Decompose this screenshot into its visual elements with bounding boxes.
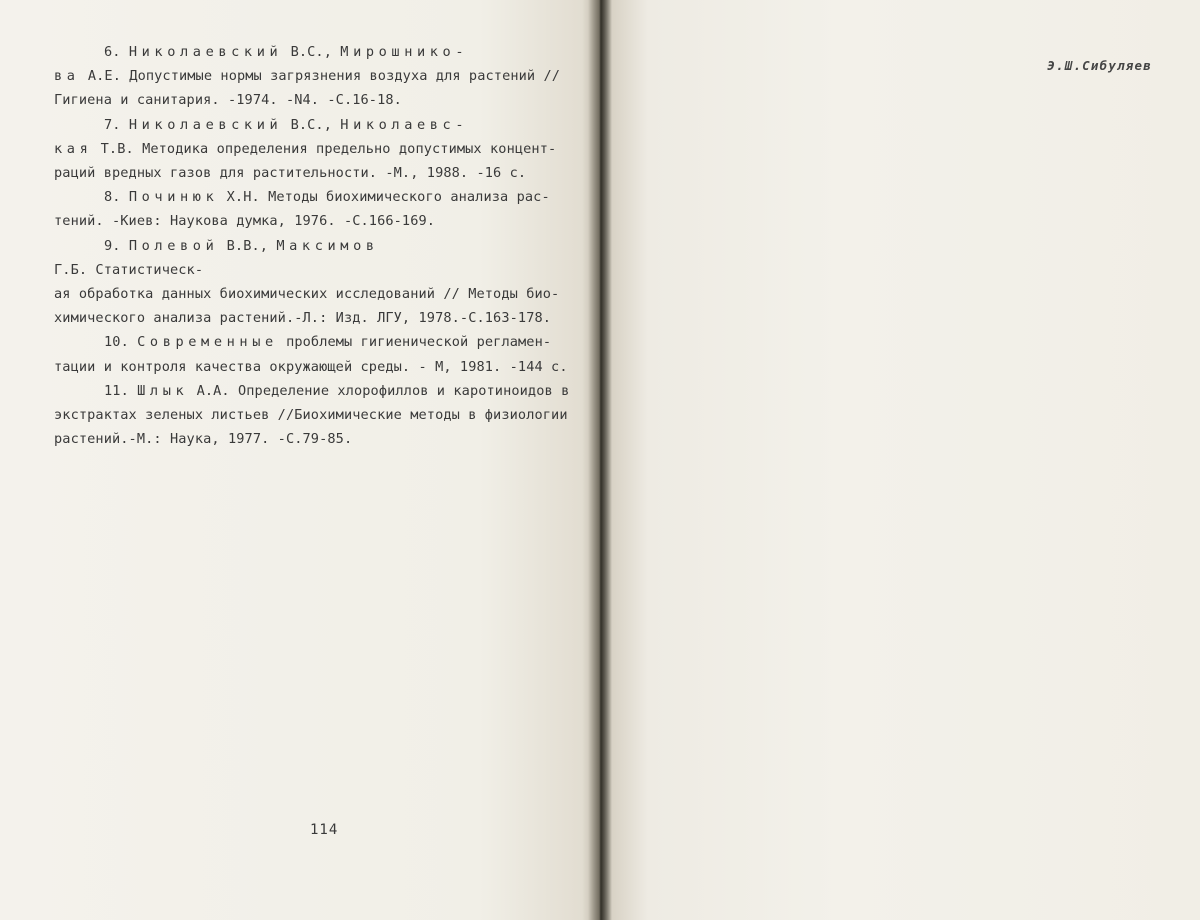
reference-text: Т.В. Методика определения предельно допустимых концент- <box>92 140 557 157</box>
reference-line <box>54 427 594 451</box>
reference-text: тений. -Киев: Наукова думка, 1976. -С.166-169. <box>54 213 436 230</box>
reference-text: В.С., <box>282 44 341 60</box>
reference-line <box>54 113 594 137</box>
reference-line <box>54 282 594 306</box>
author-surname: Максимов <box>276 237 379 254</box>
reference-line <box>54 330 594 354</box>
reference-text: Х.Н. Методы биохимического анализа рас- <box>218 189 550 206</box>
reference-line <box>54 306 594 330</box>
reference-line <box>54 40 594 64</box>
page-number-left: 114 <box>310 822 339 838</box>
reference-text: Г.Б. Статистическ- <box>54 261 204 278</box>
reference-text: растений.-М.: Наука, 1977. -С.79-85. <box>54 431 353 448</box>
reference-text: А.Е. Допустимые нормы загрязнения воздуха для растений // <box>79 68 561 85</box>
author-surname: Николаевский <box>128 116 283 133</box>
reference-text: 8. <box>104 189 129 206</box>
reference-line <box>54 88 594 112</box>
reference-text: В.В., <box>218 237 277 254</box>
author-surname: кая <box>54 140 93 157</box>
reference-text: 9. <box>104 237 129 254</box>
author-surname: Мирошнико- <box>340 44 469 60</box>
reference-line <box>54 379 594 403</box>
author-surname: Полевой <box>128 237 219 254</box>
reference-text: ая обработка данных биохимических исследований // Методы био- <box>54 286 560 303</box>
book-gutter <box>588 0 612 920</box>
reference-line <box>54 258 594 282</box>
reference-line <box>54 185 594 209</box>
author-surname: Николаевс- <box>340 116 469 133</box>
reference-text: В.С., <box>282 116 341 133</box>
reference-line <box>54 137 594 161</box>
reference-line <box>54 403 594 427</box>
author-name: Э.Ш.Сибуляев <box>1047 58 1152 73</box>
author-surname: ва <box>54 68 80 85</box>
author-surname: Современные <box>137 334 278 351</box>
reference-list <box>54 40 594 451</box>
author-surname: Починюк <box>128 189 219 206</box>
reference-text: 6. <box>104 44 129 60</box>
reference-line <box>54 355 594 379</box>
reference-text: А.А. Определение хлорофиллов и каротиноидов в <box>188 382 570 399</box>
reference-line <box>54 234 594 258</box>
reference-text: раций вредных газов для растительности. -М., 1988. -16 с. <box>54 165 527 182</box>
reference-text: 10. <box>104 334 138 351</box>
reference-text: проблемы гигиенической регламен- <box>277 334 552 351</box>
author-surname: Николаевский <box>128 44 283 60</box>
right-page <box>600 0 1200 920</box>
reference-text: химического анализа растений.-Л.: Изд. ЛГУ, 1978.-С.163-178. <box>54 310 552 327</box>
reference-line <box>54 161 594 185</box>
reference-text: Гигиена и санитария. -1974. -N4. -С.16-18. <box>54 92 402 109</box>
reference-text: тации и контроля качества окружающей среды. - М, 1981. -144 с. <box>54 358 568 375</box>
reference-text: экстрактах зеленых листьев //Биохимические методы в физиологии <box>54 407 568 424</box>
reference-line <box>54 64 594 88</box>
author-surname: Шлык <box>137 382 189 399</box>
reference-text: 11. <box>104 382 138 399</box>
reference-text: 7. <box>104 116 129 133</box>
reference-line <box>54 209 594 233</box>
